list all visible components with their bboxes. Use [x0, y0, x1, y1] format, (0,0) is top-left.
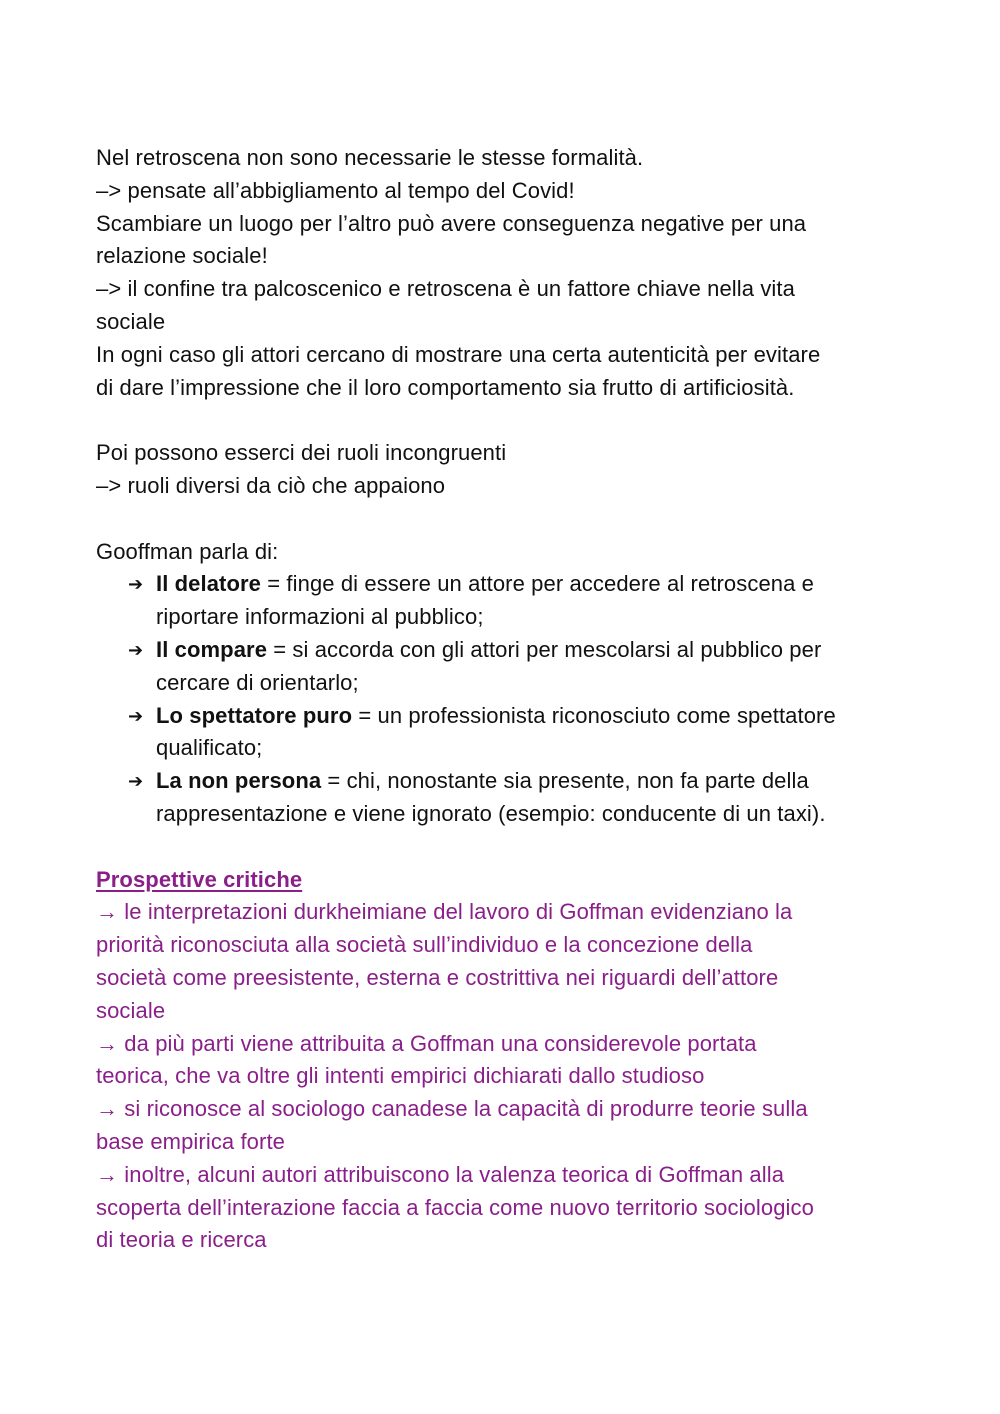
- list-item-first-line: [156, 634, 910, 667]
- text-line: sociale: [96, 308, 166, 334]
- paragraph-spacer: [96, 503, 910, 536]
- text-line: base empirica forte: [96, 1128, 285, 1154]
- role-definition: = chi, nonostante sia presente, non fa parte della: [321, 768, 809, 794]
- roles-paragraph: [96, 437, 910, 503]
- role-term: Lo spettatore puro: [156, 702, 353, 728]
- text-line: di dare l’impressione che il loro comportamento sia frutto di artificiosità.: [96, 374, 795, 400]
- goffman-intro: Gooffman parla di:: [96, 538, 279, 564]
- list-item-continuation: riportare informazioni al pubblico;: [156, 604, 484, 630]
- text-line: di teoria e ricerca: [96, 1227, 267, 1253]
- list-item: [96, 700, 910, 766]
- text-line: priorità riconosciuta alla società sull’individuo e la concezione della: [96, 932, 753, 958]
- text-line: In ogni caso gli attori cercano di mostrare una certa autenticità per evitare: [96, 341, 821, 367]
- text-line: Poi possono esserci dei ruoli incongruenti: [96, 440, 507, 466]
- paragraph-spacer: [96, 831, 910, 864]
- text-line: teorica, che va oltre gli intenti empirici dichiarati dallo studioso: [96, 1063, 705, 1089]
- text-line: → inoltre, alcuni autori attribuiscono la valenza teorica di Goffman alla: [96, 1161, 785, 1187]
- list-item-first-line: [156, 700, 910, 733]
- list-item-continuation: rappresentazione e viene ignorato (esempio: conducente di un taxi).: [156, 800, 826, 826]
- arrow-bullet-icon: ➔: [128, 771, 144, 792]
- paragraph-spacer: [96, 404, 910, 437]
- role-definition: = finge di essere un attore per accedere al retroscena e: [261, 571, 815, 597]
- critical-perspectives-section: [96, 864, 910, 1258]
- text-line: → le interpretazioni durkheimiane del lavoro di Goffman evidenziano la: [96, 899, 793, 925]
- role-term: Il delatore: [156, 571, 262, 597]
- text-line: scoperta dell’interazione faccia a faccia come nuovo territorio sociologico: [96, 1194, 814, 1220]
- section-heading: Prospettive critiche: [96, 866, 303, 892]
- role-definition: = un professionista riconosciuto come spettatore: [352, 702, 836, 728]
- list-item: [96, 568, 910, 634]
- list-item-first-line: [156, 568, 910, 601]
- text-line: –> pensate all’abbigliamento al tempo del Covid!: [96, 177, 575, 203]
- text-line: Scambiare un luogo per l’altro può avere conseguenza negative per una: [96, 210, 807, 236]
- arrow-bullet-icon: ➔: [128, 574, 144, 595]
- text-line: Nel retroscena non sono necessarie le stesse formalità.: [96, 145, 644, 170]
- role-term: La non persona: [156, 768, 322, 794]
- text-line: → da più parti viene attribuita a Goffman una considerevole portata: [96, 1030, 757, 1056]
- arrow-bullet-icon: ➔: [128, 639, 144, 660]
- role-definition: = si accorda con gli attori per mescolarsi al pubblico per: [267, 636, 822, 662]
- text-line: → si riconosce al sociologo canadese la capacità di produrre teorie sulla: [96, 1096, 808, 1122]
- list-item: [96, 634, 910, 700]
- text-line: relazione sociale!: [96, 243, 268, 269]
- goffman-roles-list: [96, 568, 910, 830]
- text-line: –> il confine tra palcoscenico e retroscena è un fattore chiave nella vita: [96, 276, 795, 302]
- text-line: società come preesistente, esterna e costrittiva nei riguardi dell’attore: [96, 964, 779, 990]
- arrow-bullet-icon: ➔: [128, 705, 144, 726]
- list-item-continuation: cercare di orientarlo;: [156, 669, 359, 695]
- list-item-first-line: [156, 765, 910, 798]
- role-term: Il compare: [156, 636, 268, 662]
- list-item: [96, 765, 910, 831]
- intro-paragraph: [96, 142, 910, 404]
- text-line: sociale: [96, 997, 166, 1023]
- list-item-continuation: qualificato;: [156, 735, 263, 761]
- text-line: –> ruoli diversi da ciò che appaiono: [96, 472, 446, 498]
